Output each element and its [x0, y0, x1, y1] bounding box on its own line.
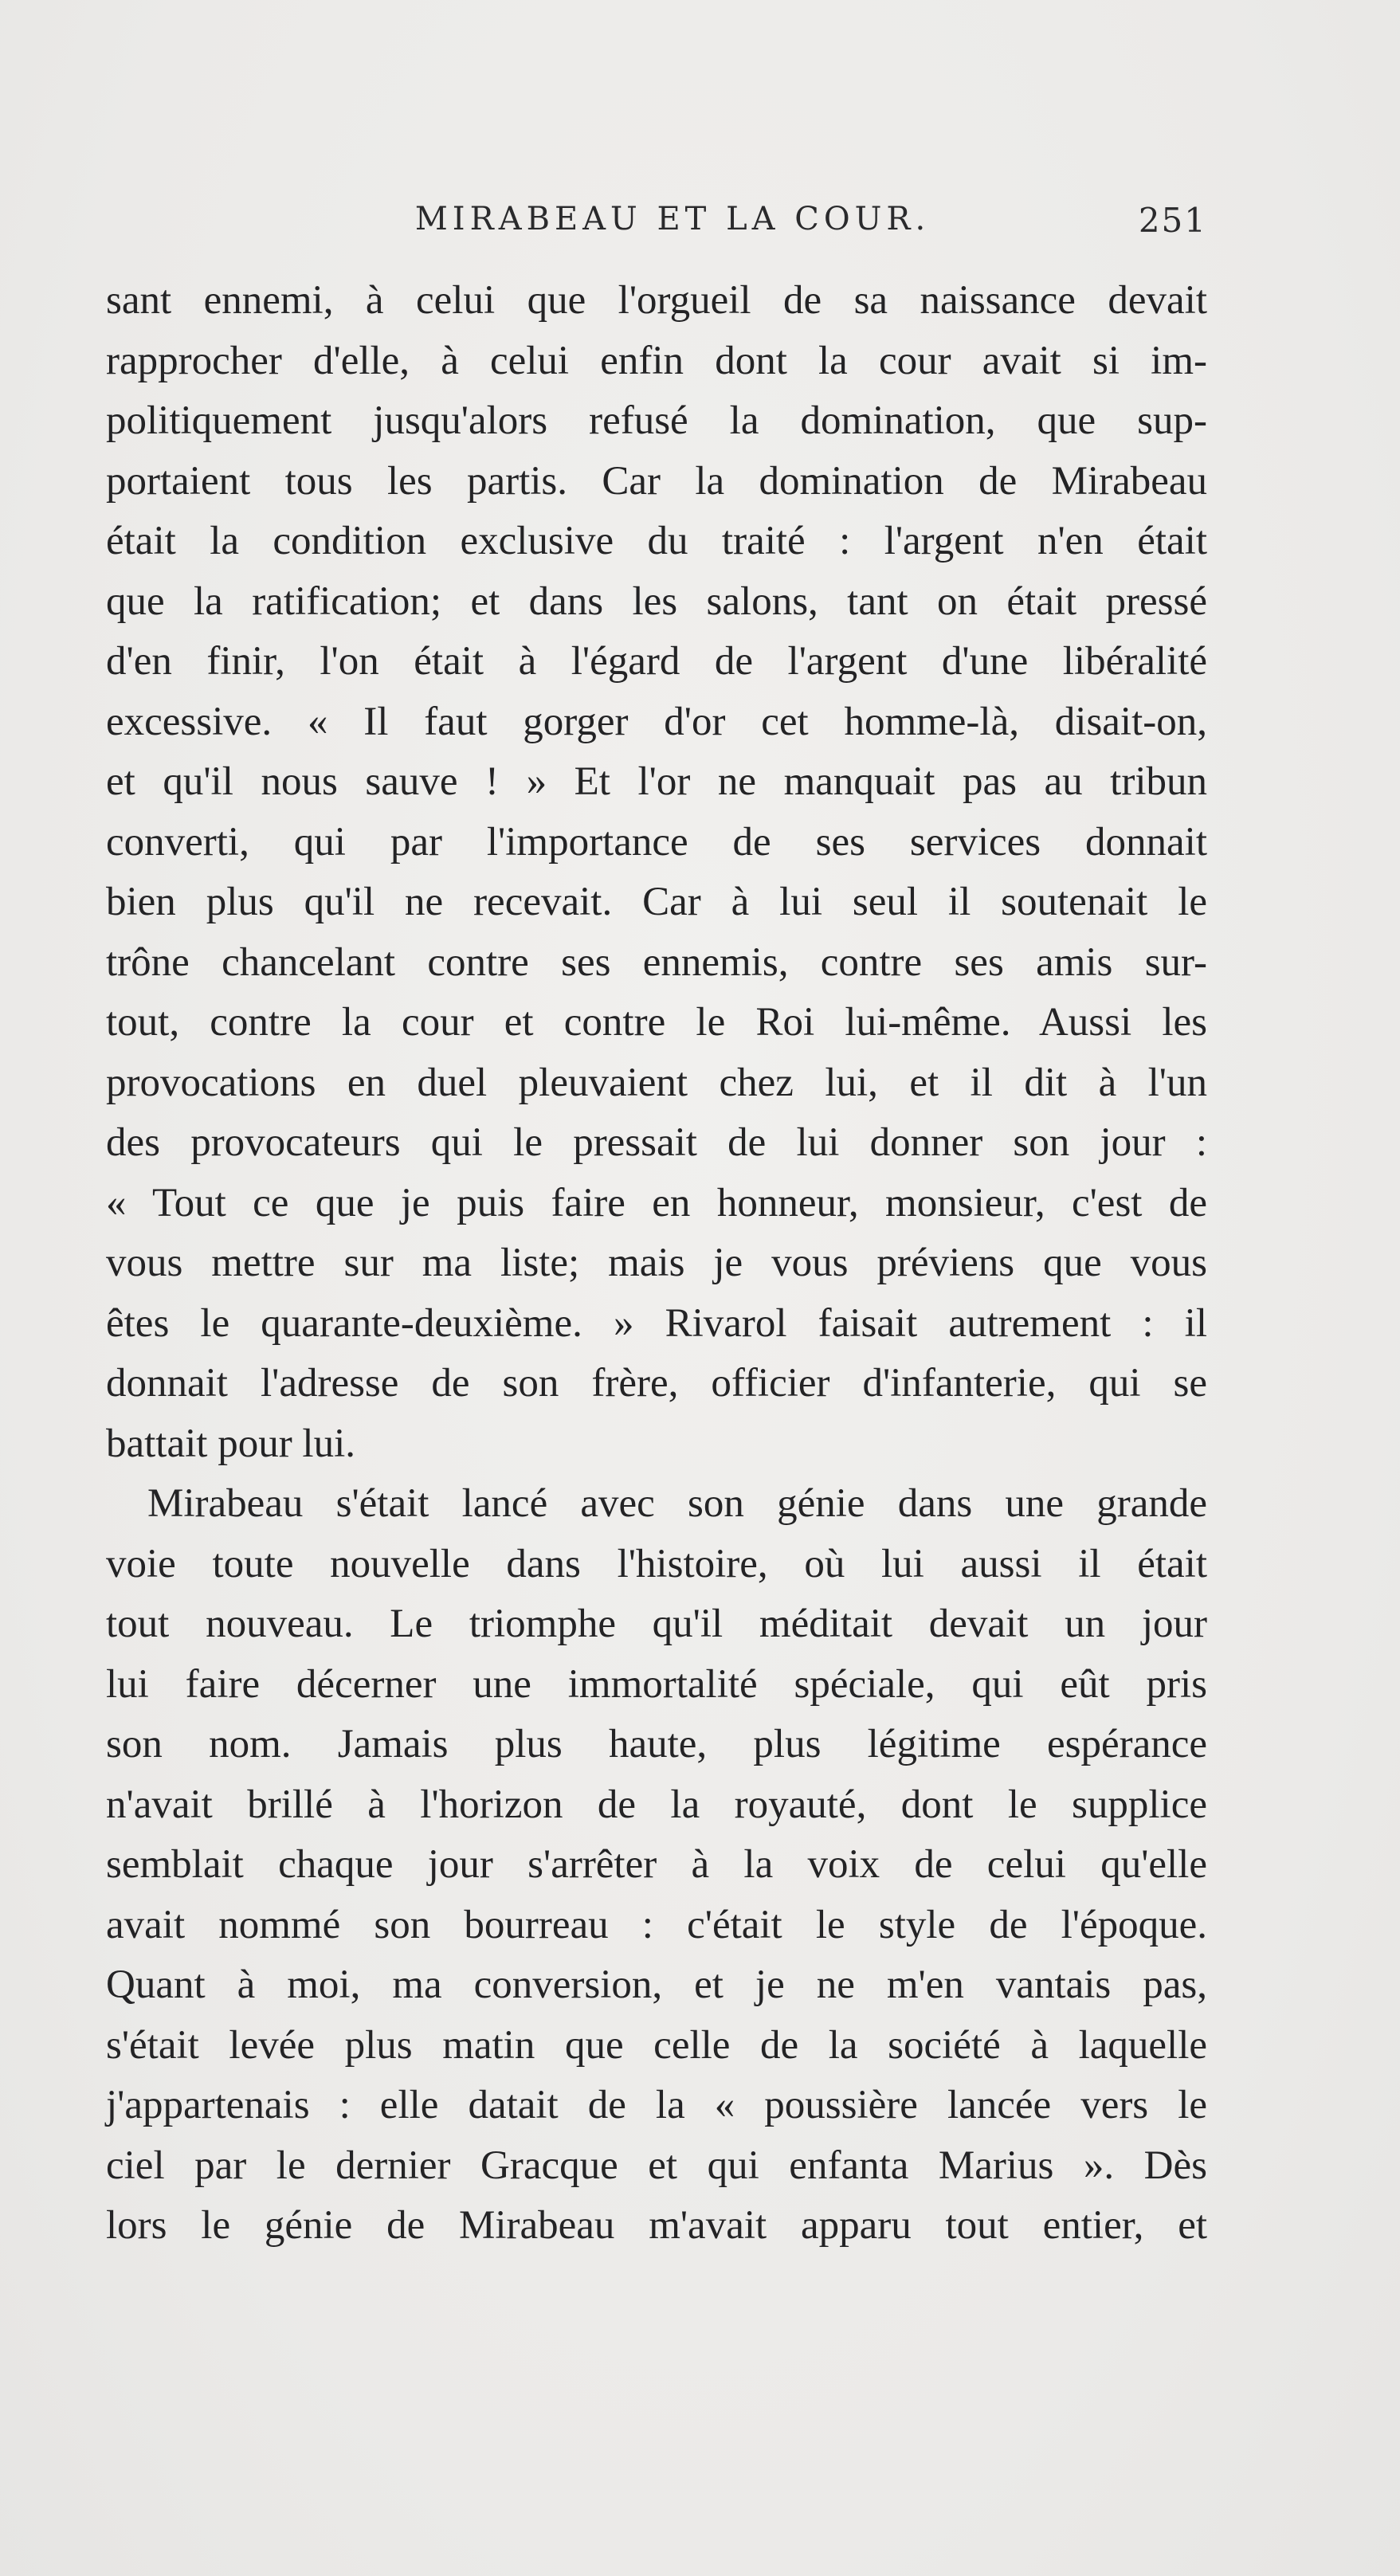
- text-line: rapprocher d'elle, à celui enfin dont la cour avait si im-: [106, 338, 1207, 383]
- text-line: d'en finir, l'on était à l'égard de l'argent d'une libéralité: [106, 639, 1207, 684]
- running-head: [106, 201, 1207, 257]
- text-line: j'appartenais : elle datait de la « poussière lancée vers le: [106, 2083, 1207, 2127]
- text-line: lui faire décerner une immortalité spéciale, qui eût pris: [106, 1661, 1207, 1707]
- text-line: portaient tous les partis. Car la domination de Mirabeau: [106, 458, 1207, 504]
- text-line: tout nouveau. Le triomphe qu'il méditait devait un jour: [106, 1602, 1207, 1646]
- text-line: provocations en duel pleuvaient chez lui, et il dit à l'un: [106, 1060, 1207, 1105]
- page-number: 251: [1138, 201, 1207, 240]
- text-line: et qu'il nous sauve ! » Et l'or ne manquait pas au tribun: [106, 759, 1207, 804]
- text-line: tout, contre la cour et contre le Roi lui-même. Aussi les: [106, 1000, 1207, 1045]
- text-line: converti, qui par l'importance de ses services donnait: [106, 819, 1207, 865]
- text-line: battait pour lui.: [106, 1421, 356, 1466]
- text-line: excessive. « Il faut gorger d'or cet homme-là, disait-on,: [106, 699, 1207, 744]
- text-line: sant ennemi, à celui que l'orgueil de sa naissance devait: [106, 278, 1207, 323]
- text-line: était la condition exclusive du traité : l'argent n'en était: [106, 519, 1207, 563]
- text-line: donnait l'adresse de son frère, officier d'infanterie, qui se: [106, 1361, 1207, 1406]
- text-line: « Tout ce que je puis faire en honneur, monsieur, c'est de: [106, 1180, 1207, 1225]
- text-line: s'était levée plus matin que celle de la société à laquelle: [106, 2022, 1207, 2068]
- text-line: trône chancelant contre ses ennemis, contre ses amis sur-: [106, 939, 1207, 985]
- body-text: [106, 271, 1207, 2256]
- text-line: êtes le quarante-deuxième. » Rivarol faisait autrement : il: [106, 1300, 1207, 1346]
- text-line: Quant à moi, ma conversion, et je ne m'en vantais pas,: [106, 1962, 1207, 2007]
- text-line: vous mettre sur ma liste; mais je vous préviens que vous: [106, 1241, 1207, 1285]
- text-line: ciel par le dernier Gracque et qui enfanta Marius ». Dès: [106, 2143, 1207, 2188]
- text-line: lors le génie de Mirabeau m'avait apparu tout entier, et: [106, 2203, 1207, 2248]
- text-line: que la ratification; et dans les salons, tant on était pressé: [106, 578, 1207, 624]
- paragraph-first-line: Mirabeau s'était lancé avec son génie dans une grande: [147, 1481, 1207, 1526]
- text-line: voie toute nouvelle dans l'histoire, où lui aussi il était: [106, 1541, 1207, 1586]
- text-line: bien plus qu'il ne recevait. Car à lui seul il soutenait le: [106, 880, 1207, 924]
- text-line: avait nommé son bourreau : c'était le style de l'époque.: [106, 1902, 1207, 1947]
- text-line: des provocateurs qui le pressait de lui donner son jour :: [106, 1120, 1207, 1165]
- running-title: MIRABEAU ET LA COUR.: [414, 201, 931, 237]
- text-line: son nom. Jamais plus haute, plus légitime espérance: [106, 1722, 1207, 1766]
- text-line: politiquement jusqu'alors refusé la domination, que sup-: [106, 398, 1207, 443]
- text-line: n'avait brillé à l'horizon de la royauté, dont le supplice: [106, 1782, 1207, 1827]
- text-line: semblait chaque jour s'arrêter à la voix de celui qu'elle: [106, 1842, 1207, 1887]
